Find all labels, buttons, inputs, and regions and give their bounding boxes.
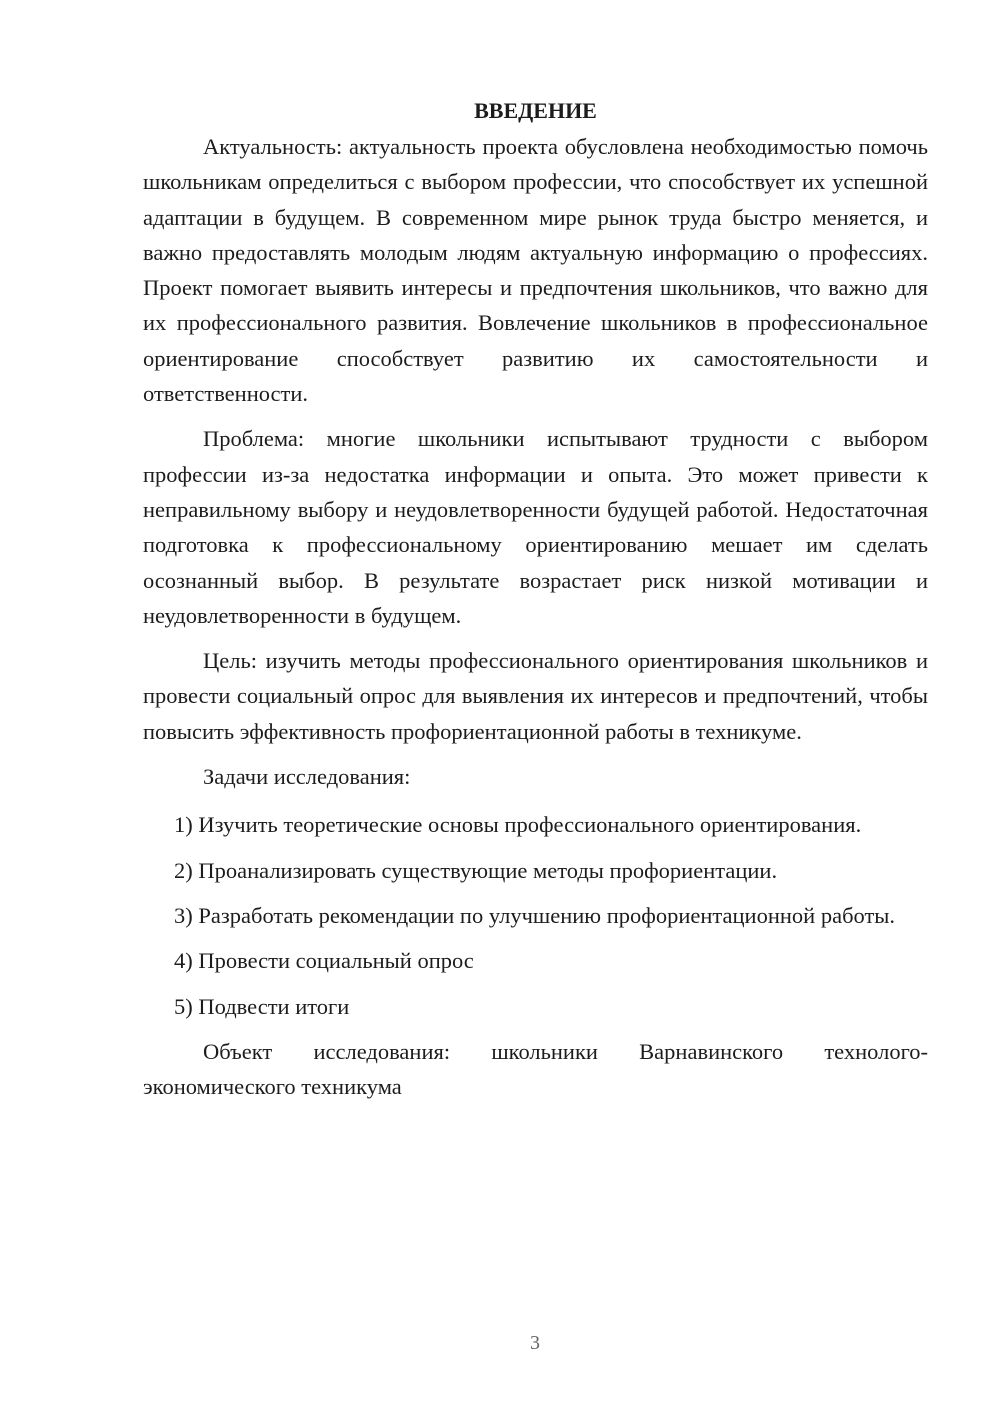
page-number: 3 [530, 1332, 540, 1354]
relevance-paragraph: Актуальность: актуальность проекта обусловлена необходимостью помочь школьникам определиться с выбором профессии, что способствует их успешной адаптации в будущем. В современном мире рынок труда быстро меняется, и важно предоставлять молодым людям актуальную информацию о профессиях. Проект помогает выявить интересы и предпочтения школьников, что важно для их профессионального развития. Вовлечение школьников в профессиональное ориентирование способствует развитию их самостоятельности и ответственности. [143, 134, 928, 407]
task-item: 1) Изучить теоретические основы профессионального ориентирования. [174, 812, 862, 838]
tasks-heading: Задачи исследования: [203, 764, 411, 790]
object-paragraph: Объект исследования: школьники Варнавинского технолого-экономического техникума [143, 1038, 928, 1100]
task-item: 5) Подвести итоги [174, 993, 350, 1019]
task-item: 4) Провести социальный опрос [174, 948, 474, 974]
goal-paragraph: Цель: изучить методы профессионального ориентирования школьников и провести социальный опрос для выявления их интересов и предпочтений, чтобы повысить эффективность профориентационной работы в техникуме. [143, 648, 928, 744]
page-content [143, 92, 928, 1104]
task-item: 2) Проанализировать существующие методы профориентации. [174, 857, 778, 883]
page-title: ВВЕДЕНИЕ [474, 98, 597, 123]
task-item: 3) Разработать рекомендации по улучшению профориентационной работы. [174, 902, 896, 928]
problem-paragraph: Проблема: многие школьники испытывают трудности с выбором профессии из-за недостатка информации и опыта. Это может привести к неправильному выбору и неудовлетворенности будущей работой. Недостаточная подготовка к профессиональному ориентированию мешает им сделать осознанный выбор. В результате возрастает риск низкой мотивации и неудовлетворенности в будущем. [143, 426, 928, 628]
